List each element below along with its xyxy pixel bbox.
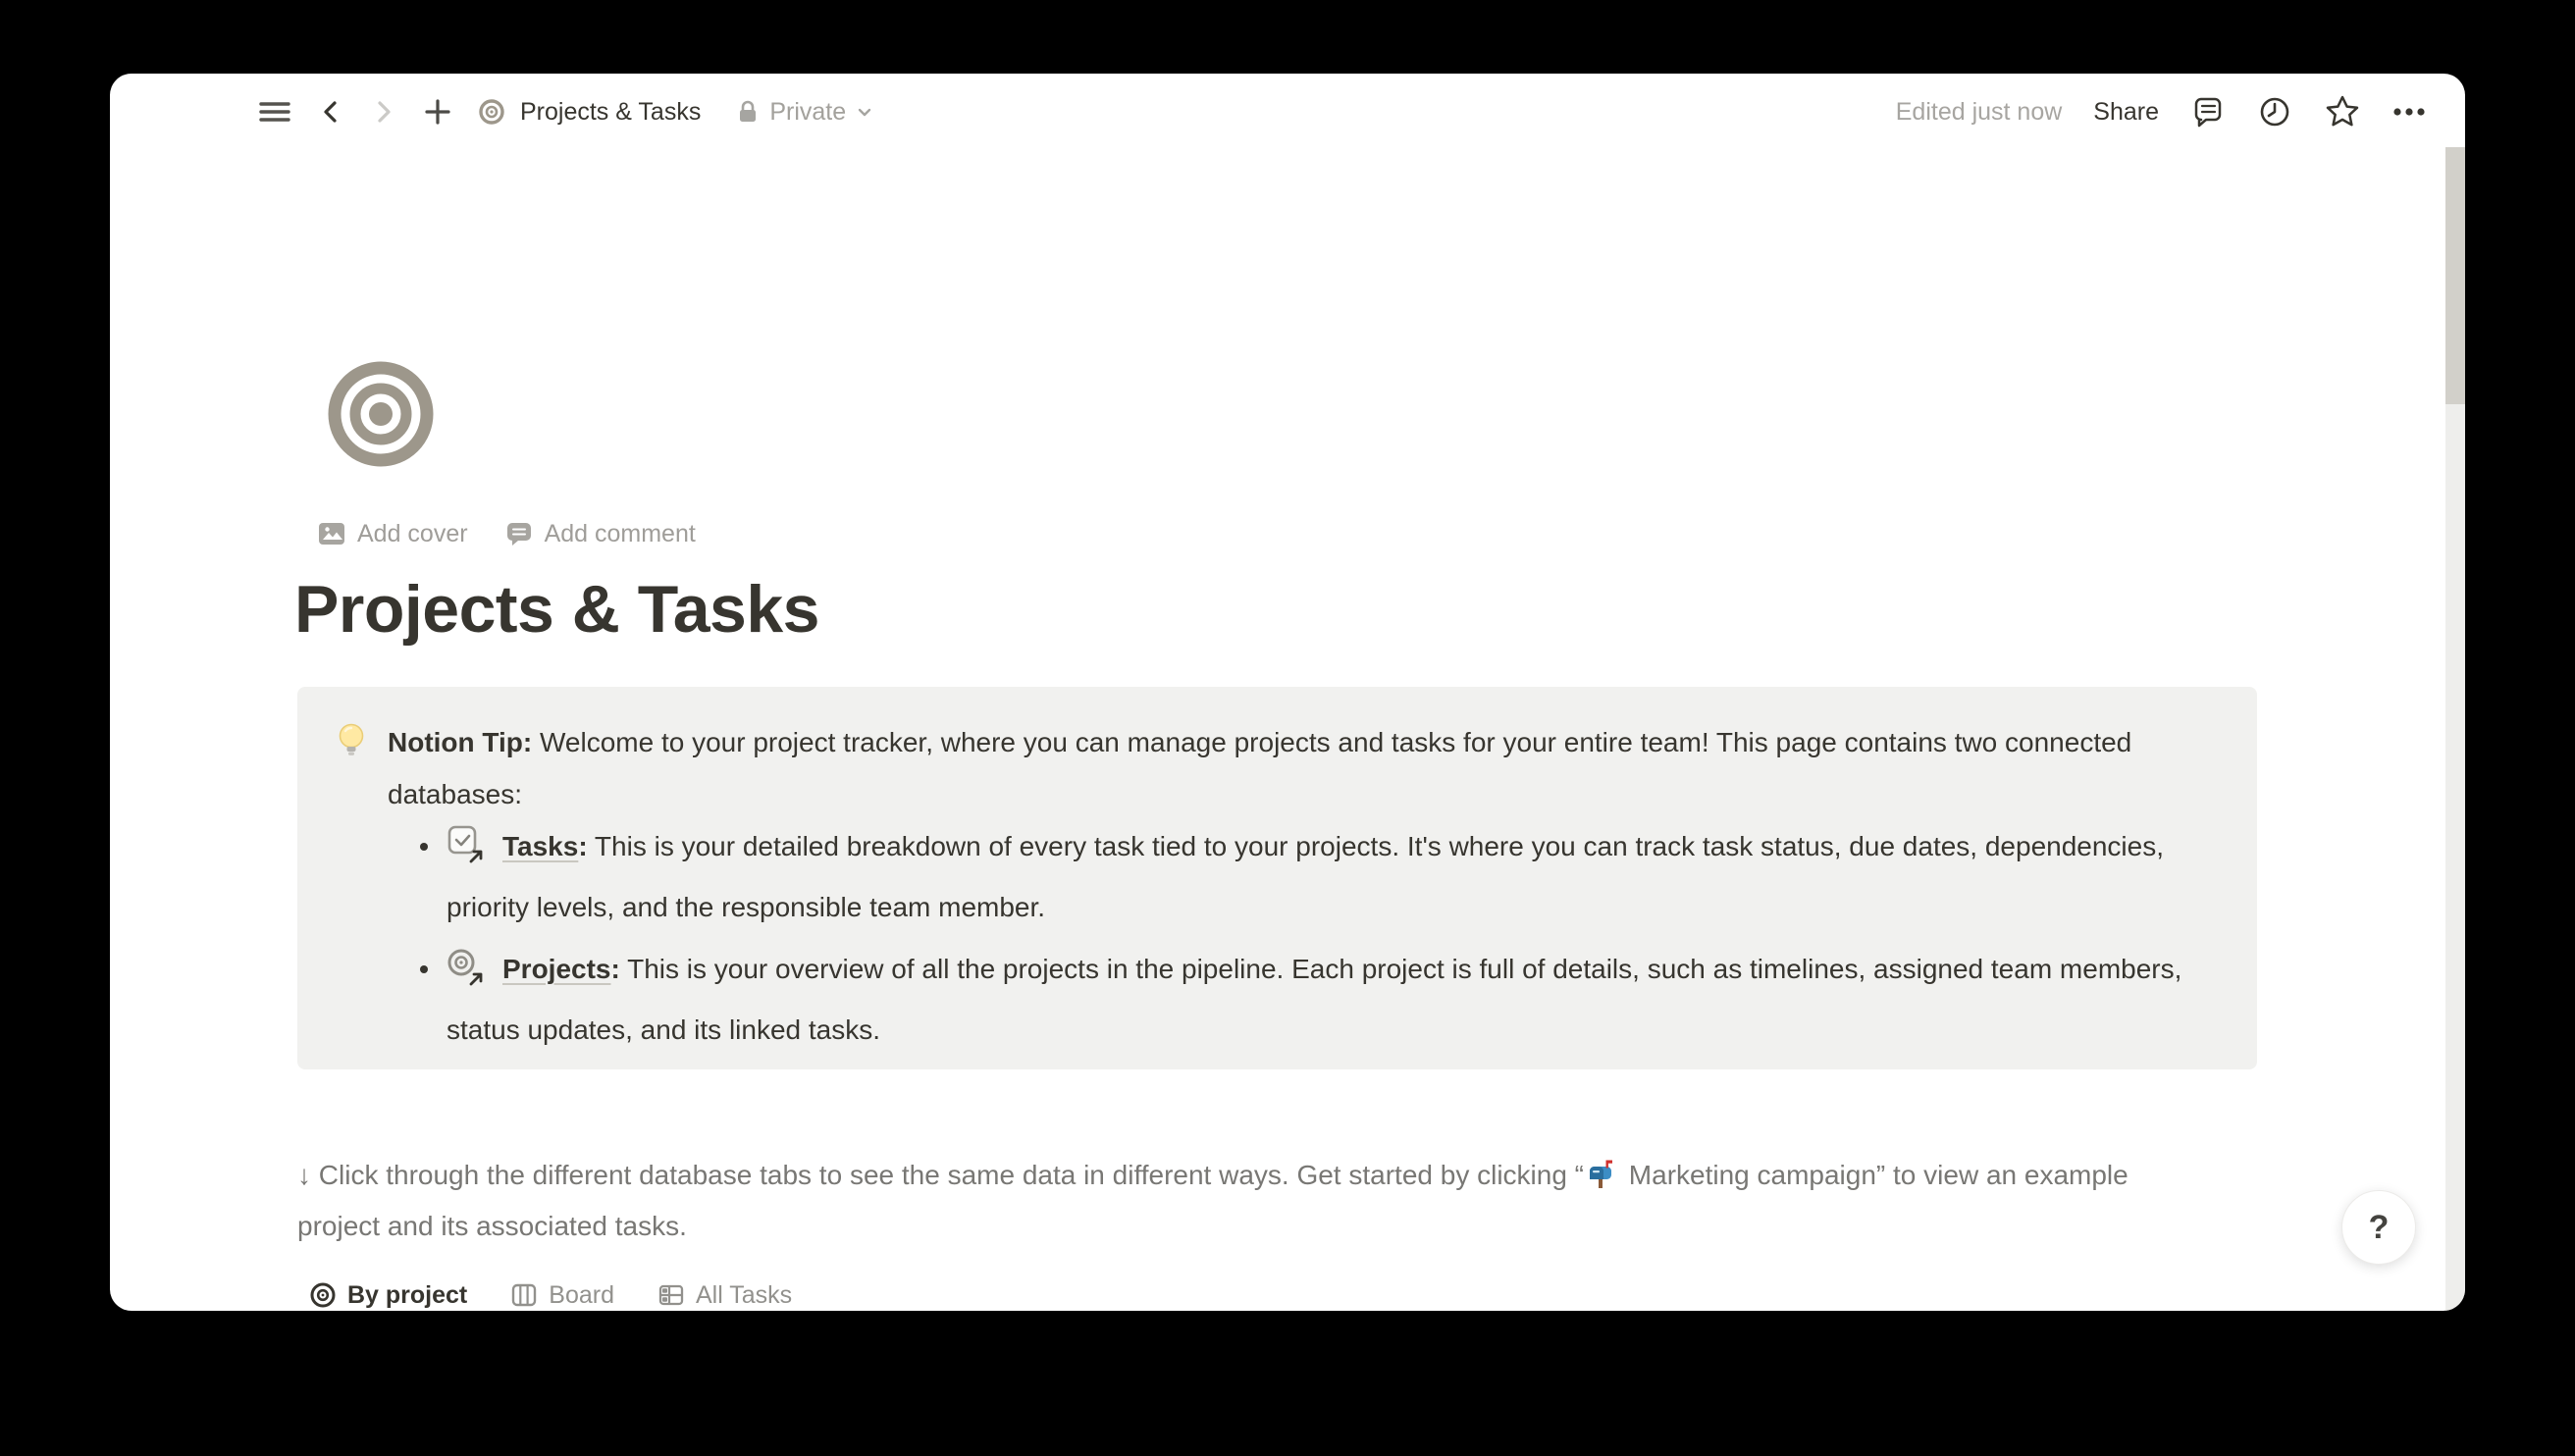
add-comment-label: Add comment (544, 519, 696, 547)
notion-tip-callout (297, 687, 2257, 1069)
page-title[interactable]: Projects & Tasks (294, 572, 820, 647)
forward-icon[interactable] (369, 97, 398, 127)
bullet-dot (420, 843, 428, 851)
help-button[interactable] (2341, 1190, 2416, 1265)
mailbox-emoji-icon (1586, 1157, 1615, 1203)
toolbar (110, 74, 2465, 150)
tip-label: Notion Tip: (388, 727, 533, 757)
instruction-text-before: ↓ Click through the different database tabs to see the same data in different ways. Get started by clicking “ (297, 1160, 1585, 1190)
tab-by-project[interactable] (309, 1281, 467, 1310)
tab-label: Board (549, 1280, 614, 1309)
projects-database-link-icon[interactable] (447, 948, 484, 1004)
comments-icon[interactable] (2190, 94, 2226, 130)
edited-status: Edited just now (1895, 97, 2063, 126)
list-item (388, 820, 2198, 933)
toolbar-right-group (1896, 94, 2426, 130)
chevron-down-icon (856, 103, 873, 121)
callout-content (297, 687, 2257, 1069)
target-icon (309, 1281, 337, 1309)
page-action-row (318, 513, 696, 554)
toolbar-left-group (257, 94, 873, 130)
colon: : (578, 831, 588, 861)
comment-bubble-icon (505, 521, 533, 546)
breadcrumb[interactable] (477, 97, 701, 127)
tip-text: Welcome to your project tracker, where you can manage projects and tasks for your entire team! This page contains two connected databases: (388, 727, 2132, 809)
history-clock-icon[interactable] (2257, 94, 2292, 130)
privacy-label: Private (769, 97, 847, 126)
tab-board[interactable] (510, 1281, 614, 1310)
bullet-text: This is your overview of all the projects in the pipeline. Each project is full of details, such as timelines, assigned team members, status updates, and its linked tasks. (447, 954, 2182, 1045)
share-button[interactable]: Share (2093, 97, 2159, 126)
marketing-campaign-text: Marketing campaign (1621, 1160, 1876, 1190)
help-question-mark: ? (2368, 1208, 2390, 1246)
tip-paragraph (388, 716, 2198, 820)
tab-all-tasks[interactable] (657, 1281, 792, 1310)
page-target-icon (477, 97, 506, 127)
add-cover-label: Add cover (357, 519, 468, 547)
sidebar-toggle-hamburger-icon[interactable] (257, 94, 292, 130)
bullet-dot (420, 965, 428, 973)
instruction-text-after: ” to view an example project and its associated tasks. (297, 1160, 2128, 1241)
tab-label: By project (347, 1280, 468, 1309)
scrollbar-thumb[interactable] (2445, 147, 2465, 404)
list-item (388, 943, 2198, 1056)
page-emoji-target-icon[interactable] (327, 360, 435, 468)
breadcrumb-title: Projects & Tasks (520, 97, 702, 126)
new-page-plus-icon[interactable] (422, 96, 453, 128)
privacy-dropdown[interactable] (736, 98, 873, 127)
image-icon (318, 521, 345, 546)
colon: : (610, 954, 620, 984)
callout-bullet-list (388, 820, 2198, 1056)
add-cover-button[interactable] (318, 520, 468, 548)
table-icon (657, 1281, 685, 1309)
bullet-text: This is your detailed breakdown of every task tied to your projects. It's where you can track task status, due dates, dependencies, priority levels, and the responsible team member. (447, 831, 2165, 922)
add-comment-button[interactable] (505, 520, 696, 548)
lock-icon (736, 98, 760, 126)
tasks-database-link-icon[interactable] (447, 825, 484, 881)
more-options-ellipsis-icon[interactable] (2392, 106, 2426, 118)
projects-database-link[interactable]: Projects (502, 954, 611, 984)
board-columns-icon (510, 1281, 538, 1309)
tab-label: All Tasks (695, 1280, 793, 1309)
notion-window (110, 74, 2465, 1311)
tasks-database-link[interactable]: Tasks (502, 831, 579, 861)
database-view-tabs (309, 1273, 792, 1311)
instruction-paragraph (297, 1152, 2211, 1249)
favorite-star-icon[interactable] (2324, 94, 2361, 130)
scrollbar-track[interactable] (2445, 147, 2465, 1311)
back-icon[interactable] (316, 97, 345, 127)
